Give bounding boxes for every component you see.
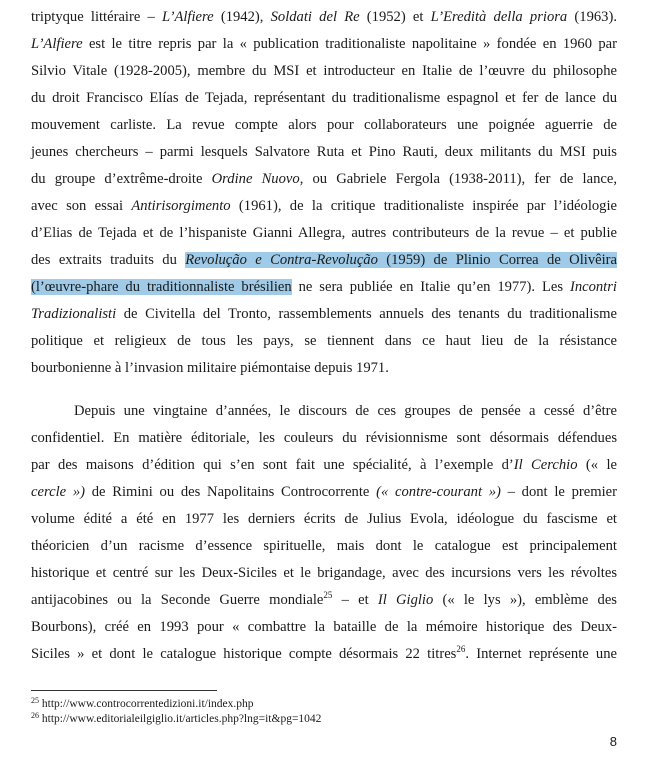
text-line: Depuis une vingtaine d’années, le discours de ces groupes de pensée a cessé d’être: [74, 403, 617, 419]
text-line: historique et centré sur les Deux-Siciles et le brigandage, avec des incursions vers les révoltes: [31, 565, 617, 581]
text-line: mouvement carliste. La revue compte alors pour collaborateurs une poignée aguerrie de: [31, 117, 617, 133]
text-line: (l’œuvre-phare du traditionnaliste brésilien ne sera publiée en Italie qu’en 1977). Les Incontri: [31, 279, 617, 295]
text-line: politique et religieux de tous les pays, se tiennent dans ce haut lieu de la résistance: [31, 333, 617, 349]
paragraph-1: [31, 4, 617, 382]
text-line: Bourbons), créé en 1993 pour « combattre la bataille de la mémoire historique des Deux-: [31, 619, 617, 635]
text-line: Tradizionalisti de Civitella del Tronto, rassemblements annuels des tenants du traditionalisme: [31, 306, 617, 322]
footnote-26: $^{26}$ http://www.editorialeilgiglio.it/articles.php?lng=it&pg=1042: [31, 711, 322, 725]
text-line: d’Elias de Tejada et de l’hispaniste Gianni Allegra, autres contributeurs de la revue – et publie: [31, 225, 617, 241]
text-line: par des maisons d’édition qui s’en sont fait une spécialité, à l’exemple d’Il Cerchio (« le: [31, 457, 617, 473]
footnote-reference-26[interactable]: 26: [456, 644, 466, 654]
footnotes: [31, 697, 591, 727]
footnote-25: $^{25}$ http://www.controcorrentedizioni.it/index.php: [31, 696, 254, 710]
text-line: du droit Francisco Elías de Tejada, représentant du traditionalisme espagnol et fer de lance du: [31, 90, 617, 106]
text-line: du groupe d’extrême-droite Ordine Nuovo, ou Gabriele Fergola (1938-2011), fer de lance,: [31, 171, 617, 187]
footnote-link[interactable]: http://www.controcorrentedizioni.it/index.php: [39, 698, 254, 710]
text-line: triptyque littéraire – L’Alfiere (1942), Soldati del Re (1952) et L’Eredità della priora (1963).: [31, 9, 617, 25]
page-number: 8: [609, 734, 617, 749]
text-line: Silvio Vitale (1928-2005), membre du MSI et introducteur en Italie de l’œuvre du philosophe: [31, 63, 617, 79]
text-line: des extraits traduits du Revolução e Contra-Revolução (1959) de Plinio Correa de Olivêira: [31, 252, 617, 268]
text-line: bourbonienne à l’invasion militaire piémontaise depuis 1971.: [31, 360, 389, 376]
text-line: théoricien d’un racisme d’essence spirituelle, mais dont le catalogue est principalement: [31, 538, 617, 554]
footnote-separator: [31, 690, 217, 691]
text-line: volume édité a été en 1977 les derniers écrits de Julius Evola, idéologue du fascisme et: [31, 511, 617, 527]
text-line: avec son essai Antirisorgimento (1961), de la critique traditionaliste inspirée par l’idéologie: [31, 198, 617, 214]
footnote-link[interactable]: http://www.editorialeilgiglio.it/articles.php?lng=it&pg=1042: [39, 713, 322, 725]
text-line: cercle ») de Rimini ou des Napolitains Controcorrente (« contre-courant ») – dont le premier: [31, 484, 617, 500]
text-line: confidentiel. En matière éditoriale, les couleurs du révisionnisme sont désormais défendues: [31, 430, 617, 446]
text-selection-highlight[interactable]: (l’œuvre-phare du traditionnaliste brésilien: [31, 279, 292, 295]
paragraph-2: [31, 398, 617, 668]
text-selection-highlight[interactable]: Revolução e Contra-Revolução (1959) de Plinio Correa de Olivêira: [185, 252, 617, 268]
text-line: Siciles » et dont le catalogue historique compte désormais 22 titres$^{26}$. Internet représente une: [31, 644, 617, 662]
footnote-reference-25[interactable]: 25: [323, 590, 333, 600]
text-line: jeunes chercheurs – parmi lesquels Salvatore Ruta et Pino Rauti, deux militants du MSI puis: [31, 144, 617, 160]
text-line: L’Alfiere est le titre repris par la « publication traditionaliste napolitaine » fondée en 1960 par: [31, 36, 617, 52]
text-line: antijacobines ou la Seconde Guerre mondiale$^{25}$ – et Il Giglio (« le lys »), emblème des: [31, 590, 617, 608]
